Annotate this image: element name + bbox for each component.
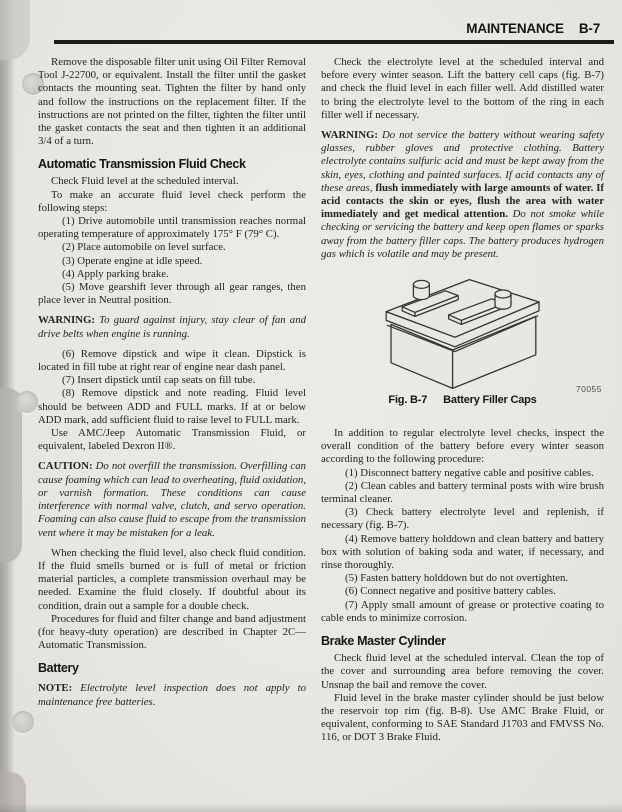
- step-item: (6) Remove dipstick and wipe it clean. Dipstick is located in fill tube at right rear of engine near dash panel.: [38, 347, 306, 374]
- figure-caption-text: Battery Filler Caps: [443, 394, 537, 407]
- right-column: [321, 56, 604, 745]
- step-item: (2) Clean cables and battery terminal posts with wire brush terminal cleaner.: [321, 479, 604, 506]
- header-page-number: B-7: [578, 21, 600, 36]
- warning-label: WARNING:: [38, 314, 95, 327]
- paragraph: To make an accurate fluid level check perform the following steps:: [38, 188, 306, 214]
- step-item: (3) Operate engine at idle speed.: [62, 254, 203, 267]
- paragraph: Fluid level in the brake master cylinder should be just below the reservoir top rim (fig. B-8). Use AMC Brake Fluid, or equivalent, conforming to SAE Standard J1703 and FMVSS No. 116, or DOT 3 Brake Fluid.: [321, 691, 604, 744]
- step-item: (2) Place automobile on level surface.: [62, 241, 226, 254]
- paragraph: Use AMC/Jeep Automatic Transmission Fluid, or equivalent, labeled Dexron II®.: [38, 427, 306, 453]
- header-rule: [54, 40, 614, 44]
- section-heading-brake-master-cylinder: Brake Master Cylinder: [321, 634, 446, 649]
- note-paragraph: [38, 682, 306, 708]
- punch-hole-middle: [16, 391, 38, 413]
- warning-note-battery: [321, 129, 604, 261]
- figure-caption: [321, 394, 604, 407]
- step-item: (7) Insert dipstick until cap seats on fill tube.: [62, 374, 256, 387]
- step-item: (5) Move gearshift lever through all gear ranges, then place lever in Neutral position.: [38, 281, 306, 307]
- section-heading-battery: Battery: [38, 661, 79, 676]
- step-item: (3) Check battery electrolyte level and replenish, if necessary (fig. B-7).: [321, 506, 604, 532]
- left-column: [38, 56, 306, 716]
- warning-text: To guard against injury, stay clear of fan and drive belts when engine is running.: [38, 314, 306, 340]
- paragraph: Check fluid level at the scheduled interval. Clean the top of the cover and surrounding area before removing the cover. Unsnap the bail and remove the cover.: [321, 652, 604, 691]
- battery-illustration: [375, 270, 551, 390]
- step-item: (7) Apply small amount of grease or protective coating to cable ends to minimize corrosion.: [321, 598, 604, 624]
- intro-paragraph: Remove the disposable filter unit using Oil Filter Removal Tool J-22700, or equivalent. Install the filter until the gasket contacts the mounting seat. Tighten the filter by hand only and follow the instructions on the replacement filter. If the instructions are not printed on the filter, tighten the filter until the gasket contacts the seat and then tighten it an additional 3/4 of a turn.: [38, 56, 306, 148]
- caution-note: [38, 460, 306, 539]
- paragraph: Check the electrolyte level at the scheduled interval and before every winter season. Lift the battery cell caps (fig. B-7) and check the fluid level in each filler well. Add distilled water to bring the electrolyte level to the bottom of the ring in each filler well if necessary.: [321, 56, 604, 121]
- figure-caption-label: Fig. B-7: [388, 394, 428, 407]
- step-item: (1) Drive automobile until transmission reaches normal operating temperature of approximately 175° F (79° C).: [38, 215, 306, 241]
- header-title: MAINTENANCE: [466, 21, 564, 36]
- page-header: [0, 21, 600, 36]
- step-item: (1) Disconnect battery negative cable and positive cables.: [345, 466, 594, 479]
- warning-text: Do not service the battery without wearing safety glasses, rubber gloves and protective clothing. Battery electrolyte contains sulfuric acid and must be kept away from the skin, eyes, clothing and painted surfaces. If acid contacts any of these areas,: [321, 129, 605, 194]
- step-item: (4) Apply parking brake.: [62, 267, 169, 280]
- paragraph: Check Fluid level at the scheduled interval.: [51, 175, 239, 188]
- step-item: (8) Remove dipstick and note reading. Fluid level should be between ADD and FULL marks. If at or below ADD mark, add sufficient fluid to raise level to FULL mark.: [38, 387, 306, 426]
- warning-note: [38, 314, 306, 340]
- note-label: NOTE:: [38, 682, 73, 695]
- paragraph: Procedures for fluid and filter change and band adjustment (for heavy-duty operation) are described in Chapter 2C—Automatic Transmission.: [38, 612, 306, 652]
- warning-text: Do not smoke while checking or servicing the battery and keep open flames or sparks away from the battery filler caps. The battery produces hydrogen gas which is volatile and may be present.: [321, 208, 604, 260]
- note-text: Electrolyte level inspection does not apply to maintenance free batteries.: [38, 682, 306, 708]
- punch-hole-bottom: [12, 711, 34, 733]
- section-heading-atf-check: Automatic Transmission Fluid Check: [38, 157, 246, 172]
- step-item: (4) Remove battery holddown and clean battery and battery box with solution of baking soda and water, if necessary, and rinse thoroughly.: [321, 532, 604, 572]
- step-item: (5) Fasten battery holddown but do not overtighten.: [345, 572, 569, 585]
- paragraph: In addition to regular electrolyte level checks, inspect the overall condition of the battery before every winter season according to the following procedure:: [321, 427, 604, 466]
- step-item: (6) Connect negative and positive battery cables.: [345, 585, 556, 598]
- warning-label: WARNING:: [321, 129, 378, 142]
- paragraph: When checking the fluid level, also check fluid condition. If the fluid smells burned or is full of metal or friction material particles, a complete transmission overhaul may be needed. Examine the fluid closely. If doubtful about its condition, drain out a sample for a double check.: [38, 546, 306, 612]
- caution-label: CAUTION:: [38, 460, 93, 473]
- scan-edge-tear: [0, 388, 22, 563]
- figure-number: 70055: [575, 383, 602, 394]
- scan-edge-tear: [0, 772, 26, 812]
- caution-text: Do not overfill the transmission. Overfilling can cause foaming which can lead to overheating, fluid oxidation, or varnish formation. These conditions can cause interference with normal valve, clutch, and servo operation. Foaming can also cause fluid to escape from the transmission vent where it may be mistaken for a leak.: [38, 460, 306, 539]
- figure-battery: [321, 270, 604, 420]
- warning-bold-text: flush immediately with large amounts of water. If acid contacts the skin or eyes, flush the area with water immediately and get medical attention.: [321, 181, 605, 221]
